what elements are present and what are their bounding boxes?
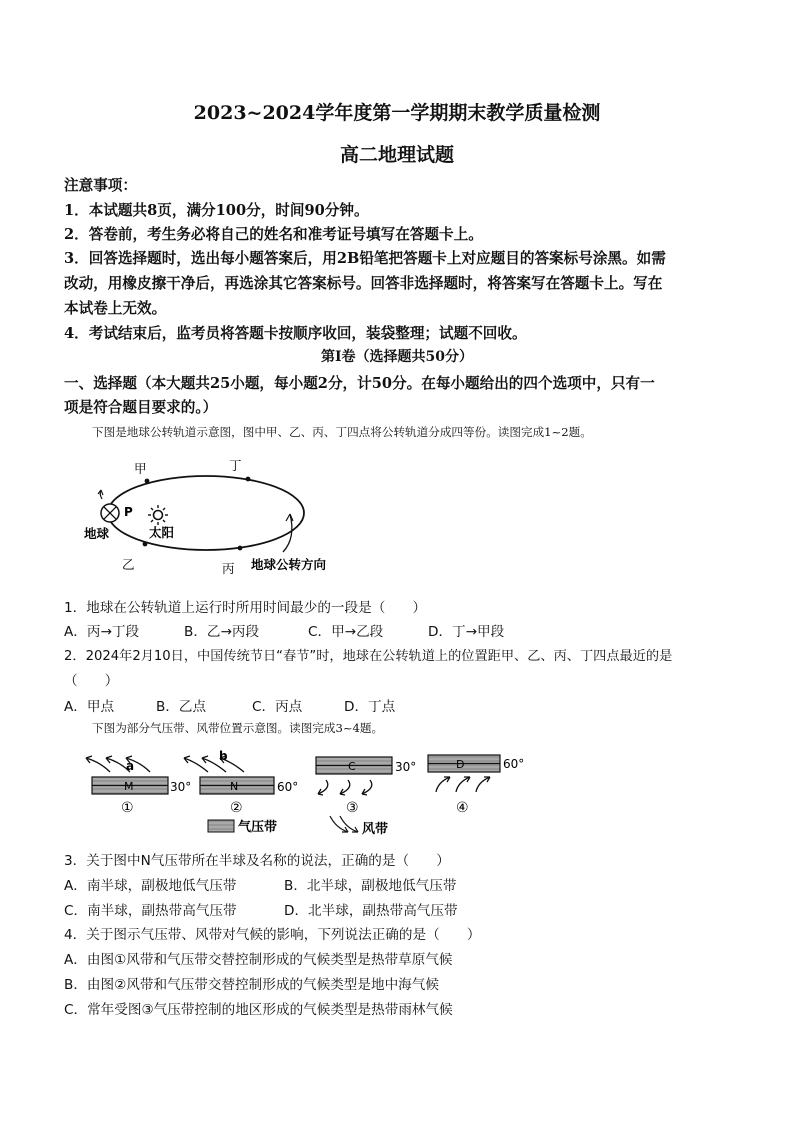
- exam-subtitle: 高二地理试题: [339, 144, 454, 166]
- orbit-point-ding: [246, 477, 251, 482]
- q2-option-d: D．丁点: [344, 699, 396, 715]
- note-item: 2．答卷前，考生务必将自己的姓名和准考证号填写在答题卡上。: [64, 226, 483, 243]
- note-item: 3．回答选择题时，选出每小题答案后，用2B铅笔把答题卡上对应题目的答案标号涂黑。如需: [64, 250, 666, 267]
- wind-arrows-panel-1: [86, 756, 150, 772]
- wind-arrows-panel-3: [318, 780, 372, 795]
- intro-q1-2: 下图是地球公转轨道示意图，图中甲、乙、丙、丁四点将公转轨道分成四等份。读图完成1~2题。: [92, 425, 592, 439]
- label-bing: 丙: [222, 561, 235, 576]
- exam-title: 2023~2024学年度第一学期期末教学质量检测: [193, 102, 601, 124]
- q4-option-b: B．由图②风带和气压带交替控制形成的气候类型是地中海气候: [64, 977, 439, 993]
- panel-number-3: ③: [346, 800, 359, 816]
- legend-belt-swatch: [208, 820, 234, 832]
- pressure-wind-belt-diagram: [78, 740, 538, 840]
- orbit-ellipse: [108, 476, 304, 550]
- q1-option-b: B．乙→丙段: [184, 624, 260, 640]
- sun-icon: [148, 505, 168, 525]
- notes-heading: 注意事项：: [64, 177, 137, 194]
- label-c: C: [348, 760, 356, 773]
- q2-option-b: B．乙点: [156, 699, 207, 715]
- q2-stem: 2．2024年2月10日，中国传统节日“春节”时，地球在公转轨道上的位置距甲、乙、丙、丁四点最近的是: [64, 649, 673, 664]
- lat-label-3: 30°: [395, 760, 417, 774]
- q2-option-c: C．丙点: [252, 699, 303, 715]
- legend-wind-icon: [330, 816, 358, 832]
- wind-arrows-panel-4: [436, 777, 490, 792]
- q4-option-c: C．常年受图③气压带控制的地区形成的气候类型是热带雨林气候: [64, 1002, 453, 1018]
- q3-stem: 3．关于图中N气压带所在半球及名称的说法，正确的是（ ）: [64, 853, 450, 869]
- q3-option-a: A．南半球，副极地低气压带: [64, 878, 237, 894]
- label-sun: 太阳: [149, 525, 175, 540]
- q3-option-d: D．北半球，副热带高气压带: [284, 903, 458, 919]
- q1-option-c: C．甲→乙段: [308, 624, 384, 640]
- orbit-point-bing: [238, 546, 243, 551]
- lat-label-4: 60°: [503, 757, 525, 771]
- q1-option-a: A．丙→丁段: [64, 624, 140, 640]
- label-p: P: [124, 505, 133, 519]
- lat-label-1: 30°: [170, 780, 192, 794]
- note-item: 本试卷上无效。: [64, 300, 167, 317]
- earth-icon: [98, 490, 119, 522]
- note-item: 1．本试题共8页，满分100分，时间90分钟。: [64, 202, 369, 219]
- panel-number-4: ④: [456, 800, 469, 816]
- label-direction: 地球公转方向: [251, 557, 327, 572]
- orbit-point-jia: [145, 479, 150, 484]
- label-m: M: [124, 780, 134, 793]
- label-a: a: [126, 759, 135, 773]
- label-d: D: [456, 758, 465, 771]
- legend-wind-label: 风带: [362, 822, 389, 837]
- label-ding: 丁: [229, 458, 242, 473]
- intro-q3-4: 下图为部分气压带、风带位置示意图。读图完成3~4题。: [92, 721, 384, 735]
- wind-arrows-panel-2: [184, 756, 244, 772]
- label-n: N: [230, 780, 239, 793]
- q1-stem: 1．地球在公转轨道上运行时所用时间最少的一段是（ ）: [64, 600, 427, 616]
- lat-label-2: 60°: [277, 780, 299, 794]
- label-yi: 乙: [122, 557, 135, 572]
- part-instructions-cont: 项是符合题目要求的。）: [64, 399, 218, 416]
- label-earth: 地球: [84, 526, 110, 541]
- panel-number-2: ②: [230, 800, 243, 816]
- q3-option-b: B．北半球，副极地低气压带: [284, 878, 457, 894]
- orbit-point-yi: [143, 542, 148, 547]
- q3-option-c: C．南半球，副热带高气压带: [64, 903, 237, 919]
- q4-option-a: A．由图①风带和气压带交替控制形成的气候类型是热带草原气候: [64, 952, 453, 968]
- panel-number-1: ①: [121, 800, 134, 816]
- section-title: 第Ⅰ卷（选择题共50分）: [320, 349, 474, 365]
- note-item: 改动，用橡皮擦干净后，再选涂其它答案标号。回答非选择题时，将答案写在答题卡上。写在: [64, 275, 663, 292]
- q1-option-d: D．丁→甲段: [428, 624, 505, 640]
- part-instructions: 一、选择题（本大题共25小题，每小题2分，计50分。在每小题给出的四个选项中，只有一: [64, 375, 655, 392]
- q2-option-a: A．甲点: [64, 699, 115, 715]
- label-jia: 甲: [134, 461, 147, 476]
- note-item: 4．考试结束后，监考员将答题卡按顺序收回，装袋整理；试题不回收。: [64, 325, 527, 342]
- q2-stem-cont: （ ）: [64, 673, 119, 689]
- q4-stem: 4．关于图示气压带、风带对气候的影响，下列说法正确的是（ ）: [64, 927, 481, 943]
- label-b: b: [219, 749, 228, 763]
- orbit-diagram: [78, 452, 327, 582]
- legend-belt-label: 气压带: [238, 820, 278, 835]
